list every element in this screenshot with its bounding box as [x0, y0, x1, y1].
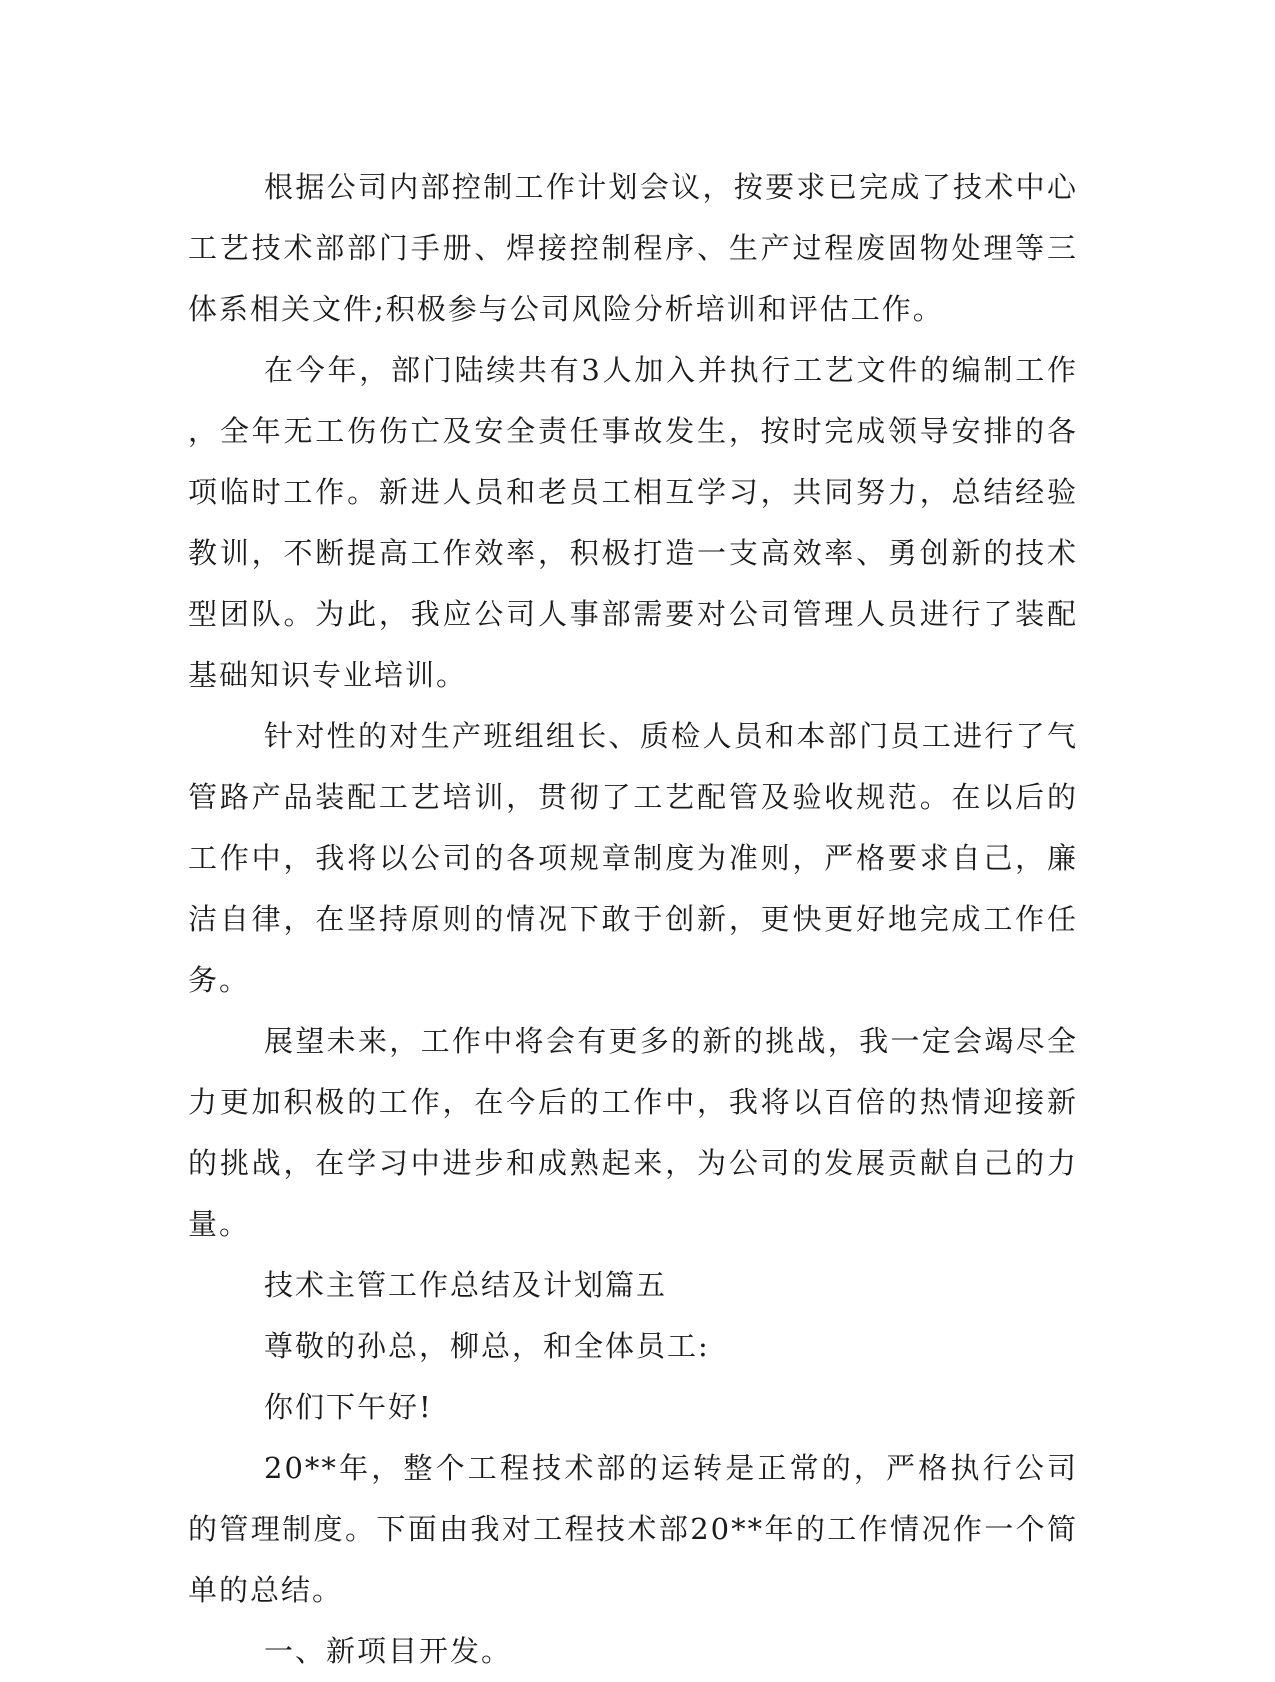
list-heading-new-projects: 一、新项目开发。: [264, 1634, 513, 1668]
paragraph-training: 针对性的对生产班组组长、质检人员和本部门员工进行了气管路产品装配工艺培训，贯彻了工艺配管及验收规范。在以后的工作中，我将以公司的各项规章制度为准则，严格要求自己，廉洁自律，在坚持原则的情况下敢于创新，更快更好地完成工作任务。: [188, 719, 1078, 997]
paragraph-outlook: 展望未来，工作中将会有更多的新的挑战，我一定会竭尽全力更加积极的工作，在今后的工作中，我将以百倍的热情迎接新的挑战，在学习中进步和成熟起来，为公司的发展贡献自己的力量。: [188, 1024, 1078, 1241]
paragraph-annual-summary: 20**年，整个工程技术部的运转是正常的，严格执行公司的管理制度。下面由我对工程技术部20**年的工作情况作一个简单的总结。: [188, 1451, 1078, 1607]
paragraph-department-staff: 在今年，部门陆续共有3人加入并执行工艺文件的编制工作，全年无工伤伤亡及安全责任事故发生，按时完成领导安排的各项临时工作。新进人员和老员工相互学习，共同努力，总结经验教训，不断提高工作效率，积极打造一支高效率、勇创新的技术型团队。为此，我应公司人事部需要对公司管理人员进行了装配基础知识专业培训。: [188, 353, 1078, 692]
paragraph-internal-control: 根据公司内部控制工作计划会议，按要求已完成了技术中心工艺技术部部门手册、焊接控制程序、生产过程废固物处理等三体系相关文件;积极参与公司风险分析培训和评估工作。: [188, 170, 1078, 326]
document-body: [188, 157, 1078, 1682]
greeting: 你们下午好!: [264, 1390, 433, 1424]
salutation: 尊敬的孙总，柳总，和全体员工:: [264, 1329, 710, 1363]
section-heading: 技术主管工作总结及计划篇五: [264, 1268, 668, 1302]
